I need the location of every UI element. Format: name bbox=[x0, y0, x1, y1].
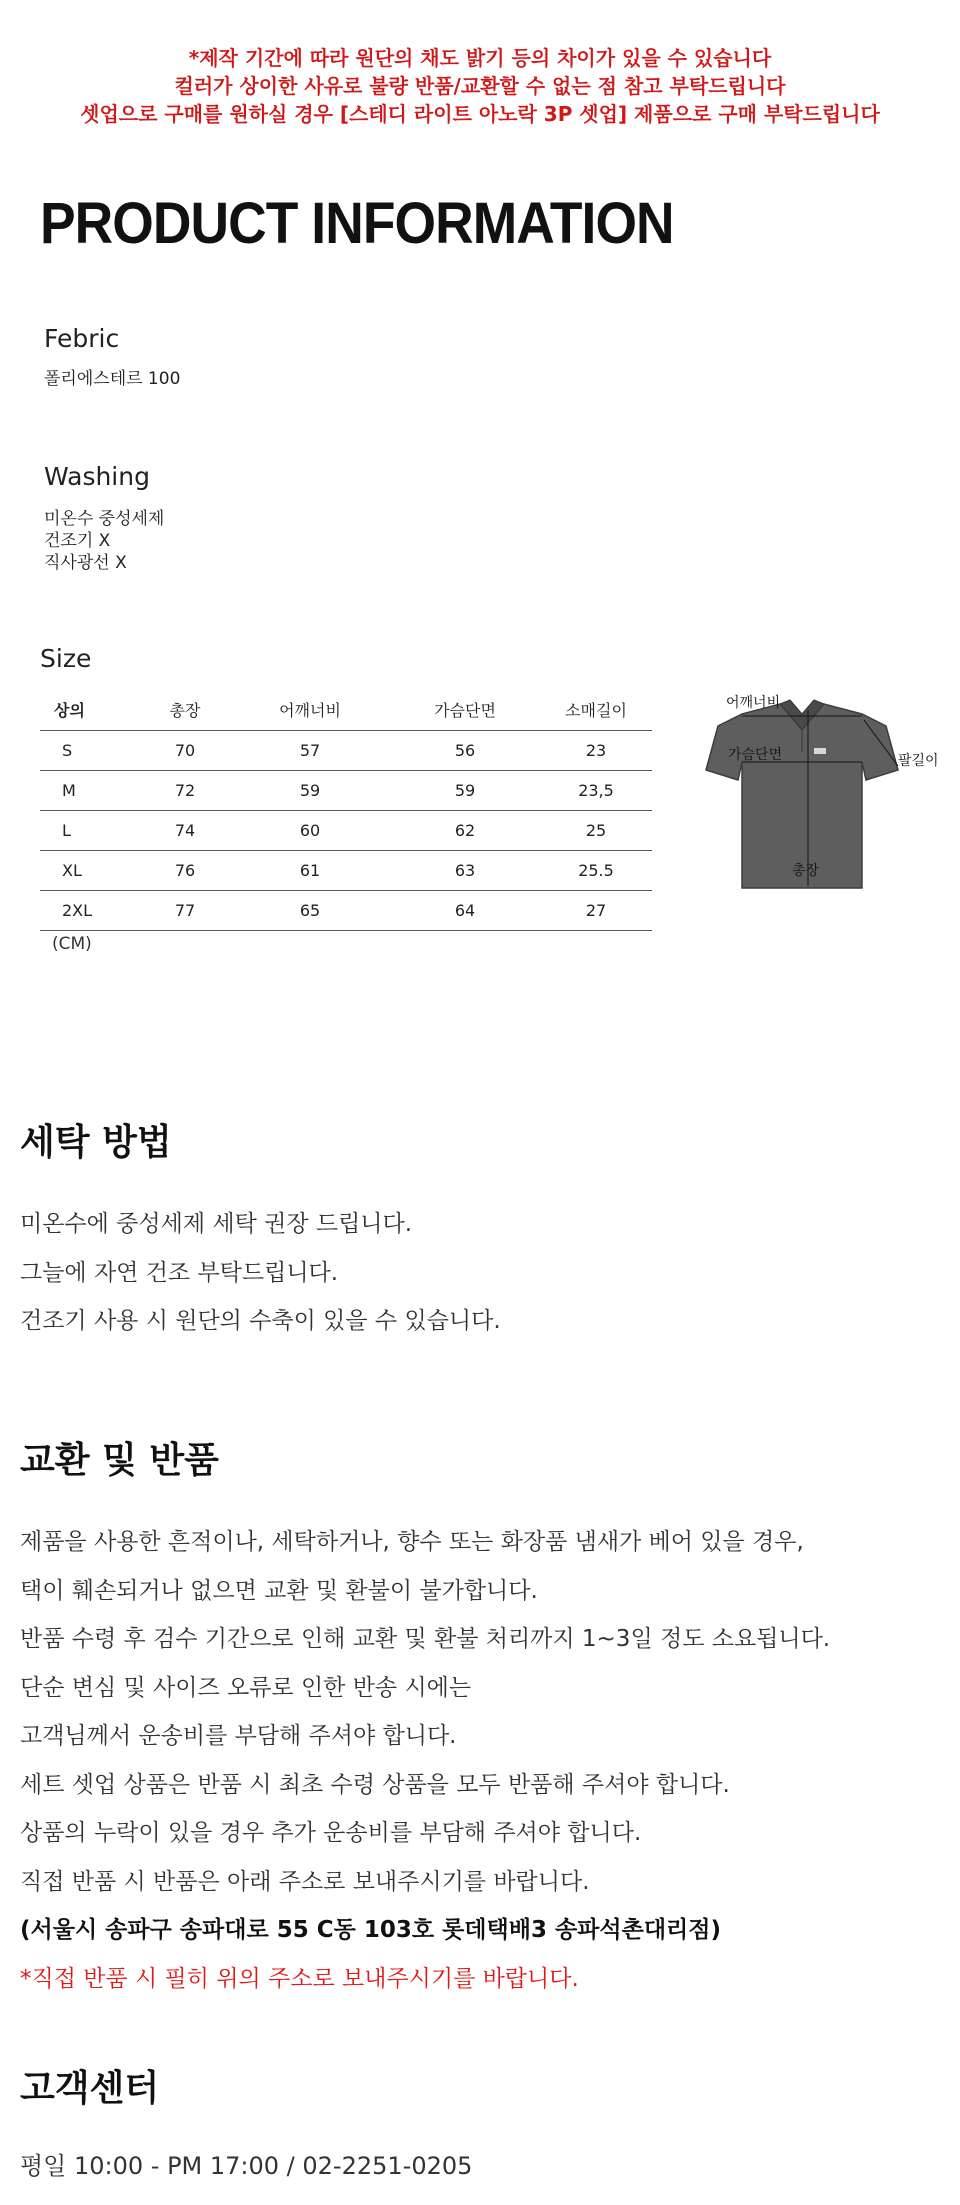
fabric-value: 폴리에스테르 100 bbox=[44, 369, 181, 389]
header-top: 상의 bbox=[40, 690, 140, 730]
table-row bbox=[40, 810, 652, 850]
size-label: Size bbox=[40, 644, 92, 673]
header-length: 총장 bbox=[140, 690, 230, 730]
sleeve-cell: 25 bbox=[540, 810, 652, 850]
exchange-line: 택이 훼손되거나 없으면 교환 및 환불이 불가합니다. bbox=[20, 1577, 538, 1604]
sleeve-length-label: 팔길이 bbox=[898, 753, 939, 769]
return-address: (서울시 송파구 송파대로 55 C동 103호 롯데택배3 송파석촌대리점) bbox=[20, 1917, 721, 1943]
header-shoulder: 어깨너비 bbox=[230, 690, 390, 730]
header-chest: 가슴단면 bbox=[390, 690, 540, 730]
exchange-line: 단순 변심 및 사이즈 오류로 인한 반송 시에는 bbox=[20, 1674, 472, 1701]
sleeve-cell: 25.5 bbox=[540, 850, 652, 890]
length-cell: 77 bbox=[140, 890, 230, 930]
shoulder-cell: 60 bbox=[230, 810, 390, 850]
table-row bbox=[40, 850, 652, 890]
size-table bbox=[40, 690, 652, 931]
shoulder-cell: 59 bbox=[230, 770, 390, 810]
shoulder-width-label: 어깨너비 bbox=[726, 695, 781, 711]
size-cell: XL bbox=[40, 850, 140, 890]
washing-line: 직사광선 X bbox=[44, 553, 127, 573]
washing-line: 건조기 X bbox=[44, 531, 111, 551]
return-warning: *직접 반품 시 필히 위의 주소로 보내주시기를 바랍니다. bbox=[20, 1965, 579, 1992]
exchange-title: 교환 및 반품 bbox=[20, 1440, 219, 1481]
sleeve-cell: 27 bbox=[540, 890, 652, 930]
washing-method-line: 그늘에 자연 건조 부탁드립니다. bbox=[20, 1259, 339, 1286]
washing-instructions bbox=[44, 508, 164, 574]
chest-cell: 62 bbox=[390, 810, 540, 850]
customer-center-hours: 평일 10:00 - PM 17:00 / 02-2251-0205 bbox=[20, 2152, 473, 2180]
exchange-line: 반품 수령 후 검수 기간으로 인해 교환 및 환불 처리까지 1~3일 정도 소요됩니다. bbox=[20, 1626, 831, 1652]
size-cell: L bbox=[40, 810, 140, 850]
exchange-line: 직접 반품 시 반품은 아래 주소로 보내주시기를 바랍니다. bbox=[20, 1868, 590, 1895]
table-row bbox=[40, 730, 652, 770]
size-cell: 2XL bbox=[40, 890, 140, 930]
exchange-line: 제품을 사용한 흔적이나, 세탁하거나, 향수 또는 화장품 냄새가 베어 있을 경우, bbox=[20, 1529, 804, 1555]
exchange-line: 세트 셋업 상품은 반품 시 최초 수령 상품을 모두 반품해 주셔야 합니다. bbox=[20, 1771, 730, 1798]
length-cell: 72 bbox=[140, 770, 230, 810]
notice-line: 컬러가 상이한 사유로 불량 반품/교환할 수 없는 점 참고 부탁드립니다 bbox=[174, 74, 786, 98]
table-row bbox=[40, 890, 652, 930]
chest-width-label: 가슴단면 bbox=[728, 747, 783, 763]
washing-label: Washing bbox=[44, 462, 150, 491]
fabric-label: Febric bbox=[44, 324, 120, 353]
washing-method-text bbox=[20, 1200, 501, 1346]
chest-cell: 64 bbox=[390, 890, 540, 930]
washing-method-line: 건조기 사용 시 원단의 수축이 있을 수 있습니다. bbox=[20, 1308, 501, 1334]
measurement-diagram bbox=[680, 692, 950, 902]
washing-method-line: 미온수에 중성세제 세탁 권장 드립니다. bbox=[20, 1211, 413, 1237]
shoulder-cell: 61 bbox=[230, 850, 390, 890]
unit-label: (CM) bbox=[52, 934, 92, 954]
exchange-line: 고객님께서 운송비를 부담해 주셔야 합니다. bbox=[20, 1723, 457, 1749]
length-cell: 74 bbox=[140, 810, 230, 850]
size-table-header bbox=[40, 690, 652, 730]
size-cell: S bbox=[40, 730, 140, 770]
header-sleeve: 소매길이 bbox=[540, 690, 652, 730]
exchange-line: 상품의 누락이 있을 경우 추가 운송비를 부담해 주셔야 합니다. bbox=[20, 1820, 642, 1846]
exchange-text bbox=[20, 1518, 830, 2003]
length-cell: 76 bbox=[140, 850, 230, 890]
sleeve-cell: 23,5 bbox=[540, 770, 652, 810]
chest-cell: 63 bbox=[390, 850, 540, 890]
product-information-title: PRODUCT INFORMATION bbox=[40, 191, 674, 256]
chest-cell: 59 bbox=[390, 770, 540, 810]
table-row bbox=[40, 770, 652, 810]
shoulder-cell: 57 bbox=[230, 730, 390, 770]
color-notice bbox=[0, 44, 960, 128]
customer-center-title: 고객센터 bbox=[20, 2068, 160, 2109]
length-cell: 70 bbox=[140, 730, 230, 770]
size-cell: M bbox=[40, 770, 140, 810]
notice-line: 셋업으로 구매를 원하실 경우 [스테디 라이트 아노락 3P 셋업] 제품으로 구매 부탁드립니다 bbox=[80, 102, 880, 126]
total-length-label: 총장 bbox=[792, 863, 820, 879]
shoulder-cell: 65 bbox=[230, 890, 390, 930]
notice-line: *제작 기간에 따라 원단의 채도 밝기 등의 차이가 있을 수 있습니다 bbox=[188, 46, 772, 70]
washing-line: 미온수 중성세제 bbox=[44, 509, 165, 529]
sleeve-cell: 23 bbox=[540, 730, 652, 770]
chest-cell: 56 bbox=[390, 730, 540, 770]
washing-method-title: 세탁 방법 bbox=[20, 1122, 172, 1163]
